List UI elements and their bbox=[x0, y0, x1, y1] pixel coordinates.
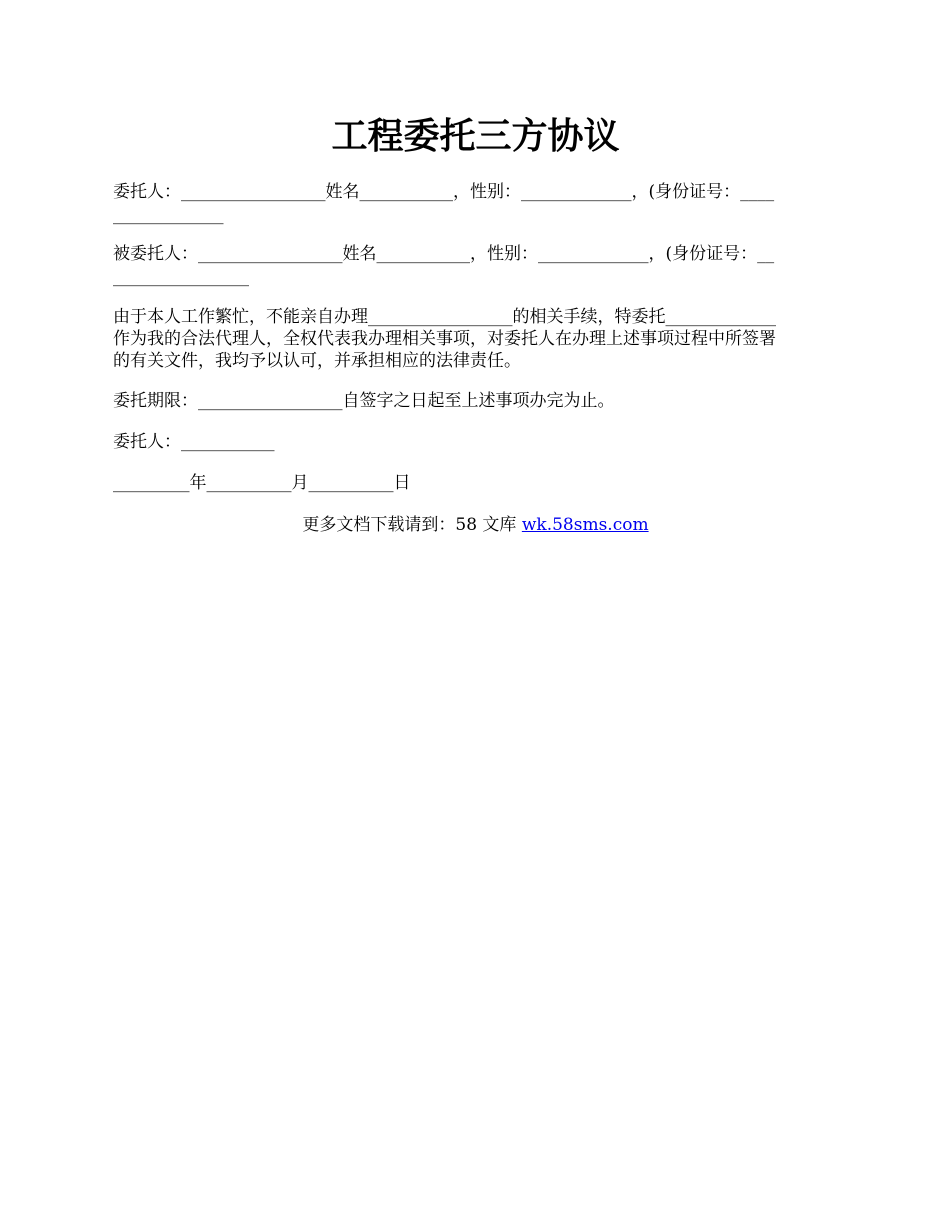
footer-text: 更多文档下载请到：58 文库 bbox=[302, 515, 522, 535]
principal-line-1: 委托人：_________________姓名___________，性别：_____________，(身份证号：____ bbox=[113, 182, 775, 202]
footer-link[interactable]: wk.58sms.com bbox=[521, 515, 649, 535]
signature-line: 委托人：___________ bbox=[113, 432, 275, 452]
body-line-3: 的有关文件，我均予以认可，并承担相应的法律责任。 bbox=[113, 351, 521, 371]
term-line: 委托期限：_________________自签字之日起至上述事项办完为止。 bbox=[113, 391, 615, 411]
body-line-1: 由于本人工作繁忙，不能亲自办理_________________的相关手续，特委托_____________ bbox=[113, 307, 776, 327]
date-line: _________年__________月__________日 bbox=[113, 473, 411, 493]
document-title: 工程委托三方协议 bbox=[331, 115, 620, 157]
principal-line-2: _____________ bbox=[113, 205, 224, 225]
body-line-2: 作为我的合法代理人，全权代表我办理相关事项，对委托人在办理上述事项过程中所签署 bbox=[113, 329, 776, 349]
agent-line-2: ________________ bbox=[113, 267, 249, 287]
footer bbox=[113, 514, 838, 536]
agent-line-1: 被委托人：_________________姓名___________，性别：_____________，(身份证号：__ bbox=[113, 244, 775, 264]
